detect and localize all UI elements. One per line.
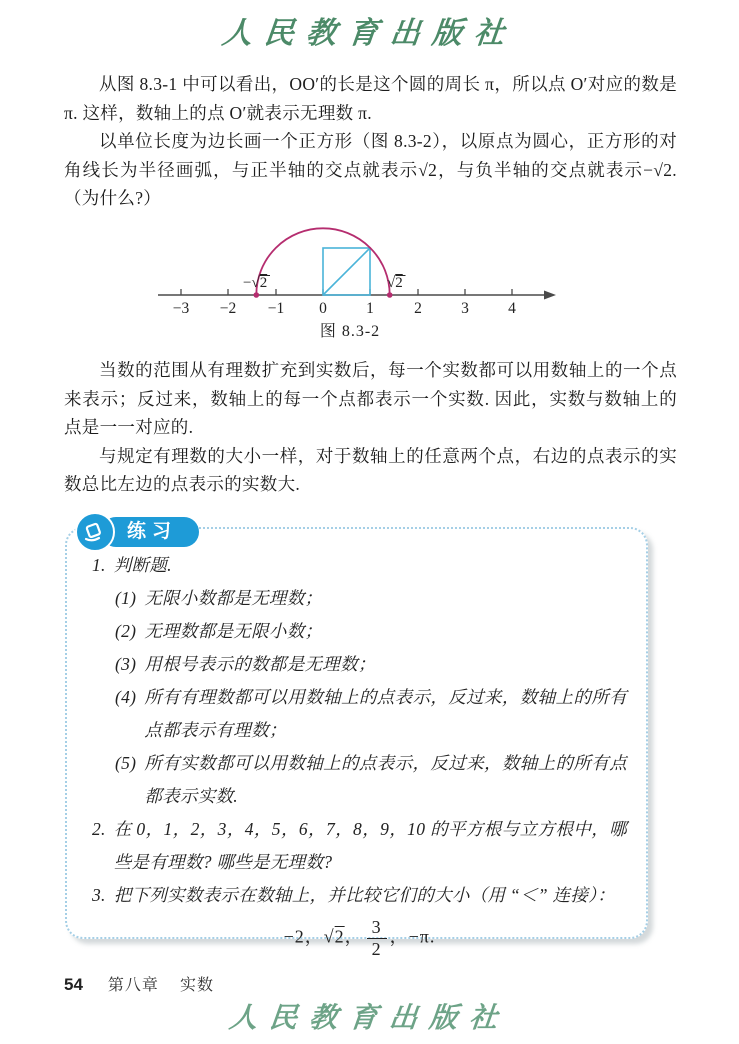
square-diagonal — [323, 248, 370, 295]
subitem-number: (4) — [115, 687, 137, 707]
svg-text:−1: −1 — [267, 300, 285, 317]
body-text-top — [64, 70, 677, 213]
subitem-text: 用根号表示的数都是无理数； — [144, 654, 376, 674]
fraction-numerator: 3 — [367, 918, 387, 939]
sqrt-sign: √ — [323, 926, 335, 947]
exercise-2 — [92, 813, 627, 879]
paragraph-1: 从图 8.3-1 中可以看出，OO′的长是这个圆的周长 π，所以点 O′对应的数是 π. 这样，数轴上的点 O′就表示无理数 π. — [64, 74, 677, 123]
subitem-1 — [115, 582, 627, 615]
exercise-3 — [92, 879, 627, 912]
page-footer — [64, 972, 214, 995]
subitem-5 — [115, 747, 627, 813]
exercise-number: 1. — [92, 555, 106, 575]
section-title: 实数 — [179, 977, 214, 994]
practice-exercises — [92, 549, 627, 959]
subitem-text: 无理数都是无限小数； — [144, 621, 323, 641]
label-sqrt2: √2 — [387, 275, 403, 291]
point-sqrt2 — [387, 292, 393, 298]
svg-text:4: 4 — [508, 300, 516, 317]
page-number: 54 — [64, 975, 83, 994]
exercise-1 — [92, 549, 627, 582]
point-neg-sqrt2 — [254, 292, 260, 298]
subitem-text: 无限小数都是无理数； — [144, 588, 323, 608]
svg-text:2: 2 — [414, 300, 422, 317]
math-part: ， — [344, 926, 364, 947]
exercise-number: 2. — [92, 819, 106, 839]
subitem-number: (1) — [115, 588, 137, 608]
svg-text:−3: −3 — [172, 300, 190, 317]
publisher-logo-footer: 人民教育出版社 — [227, 1001, 512, 1034]
label-neg-sqrt2: −√2 — [243, 275, 268, 291]
subitem-3 — [115, 648, 627, 681]
exercise-number: 3. — [92, 885, 106, 905]
subitem-number: (5) — [115, 753, 137, 773]
axis-arrowhead — [544, 291, 556, 300]
exercise-1-subitems — [115, 582, 627, 813]
number-line-diagram — [150, 221, 570, 317]
sqrt-radicand: 2 — [334, 926, 345, 947]
fraction-three-halves — [367, 918, 387, 959]
paragraph-2: 以单位长度为边长画一个正方形（图 8.3-2），以原点为圆心，正方形的对角线长为半径画弧，与正半轴的交点就表示√2，与负半轴的交点就表示−√2.（为什么?） — [64, 131, 677, 208]
axis-ticks — [181, 289, 512, 295]
practice-tab-label: 练习 — [101, 517, 199, 547]
subitem-number: (2) — [115, 621, 137, 641]
publisher-logo-header: 人民教育出版社 — [220, 16, 518, 51]
svg-text:3: 3 — [461, 300, 469, 317]
pencil-icon — [75, 512, 115, 552]
exercise-text: 判断题. — [113, 555, 172, 575]
exercise-text: 在 0，1，2，3，4，5，6，7，8，9，10 的平方根与立方根中，哪些是有理数? 哪些是无理数? — [113, 819, 627, 872]
practice-box — [65, 521, 648, 959]
subitem-2 — [115, 615, 627, 648]
paragraph-4: 与规定有理数的大小一样，对于数轴上的任意两个点，右边的点表示的实数总比左边的点表示的实数大. — [64, 445, 677, 494]
subitem-text: 所有有理数都可以用数轴上的点表示，反过来，数轴上的所有点都表示有理数； — [144, 687, 627, 740]
exercise-3-math-expression — [92, 918, 627, 959]
figure-8-3-2 — [150, 221, 580, 339]
fraction-denominator: 2 — [371, 938, 382, 959]
chapter-label: 第八章 — [107, 977, 159, 994]
svg-text:0: 0 — [319, 300, 327, 317]
body-text-bottom — [64, 356, 677, 499]
figure-caption: 图 8.3-2 — [319, 323, 381, 340]
subitem-text: 所有实数都可以用数轴上的点表示，反过来，数轴上的所有点都表示实数. — [144, 753, 627, 806]
math-part: −2， — [283, 926, 324, 947]
paragraph-3: 当数的范围从有理数扩充到实数后，每一个实数都可以用数轴上的一个点来表示；反过来，数轴上的每一个点都表示一个实数. 因此，实数与数轴上的点是一一对应的. — [64, 360, 677, 437]
tick-labels — [173, 300, 516, 317]
exercise-text: 把下列实数表示在数轴上，并比较它们的大小（用 “＜” 连接）： — [113, 885, 615, 905]
practice-tab — [75, 512, 199, 552]
subitem-4 — [115, 681, 627, 747]
svg-text:−2: −2 — [219, 300, 237, 317]
svg-text:1: 1 — [366, 300, 374, 317]
math-part: ，−π. — [389, 926, 436, 947]
subitem-number: (3) — [115, 654, 137, 674]
